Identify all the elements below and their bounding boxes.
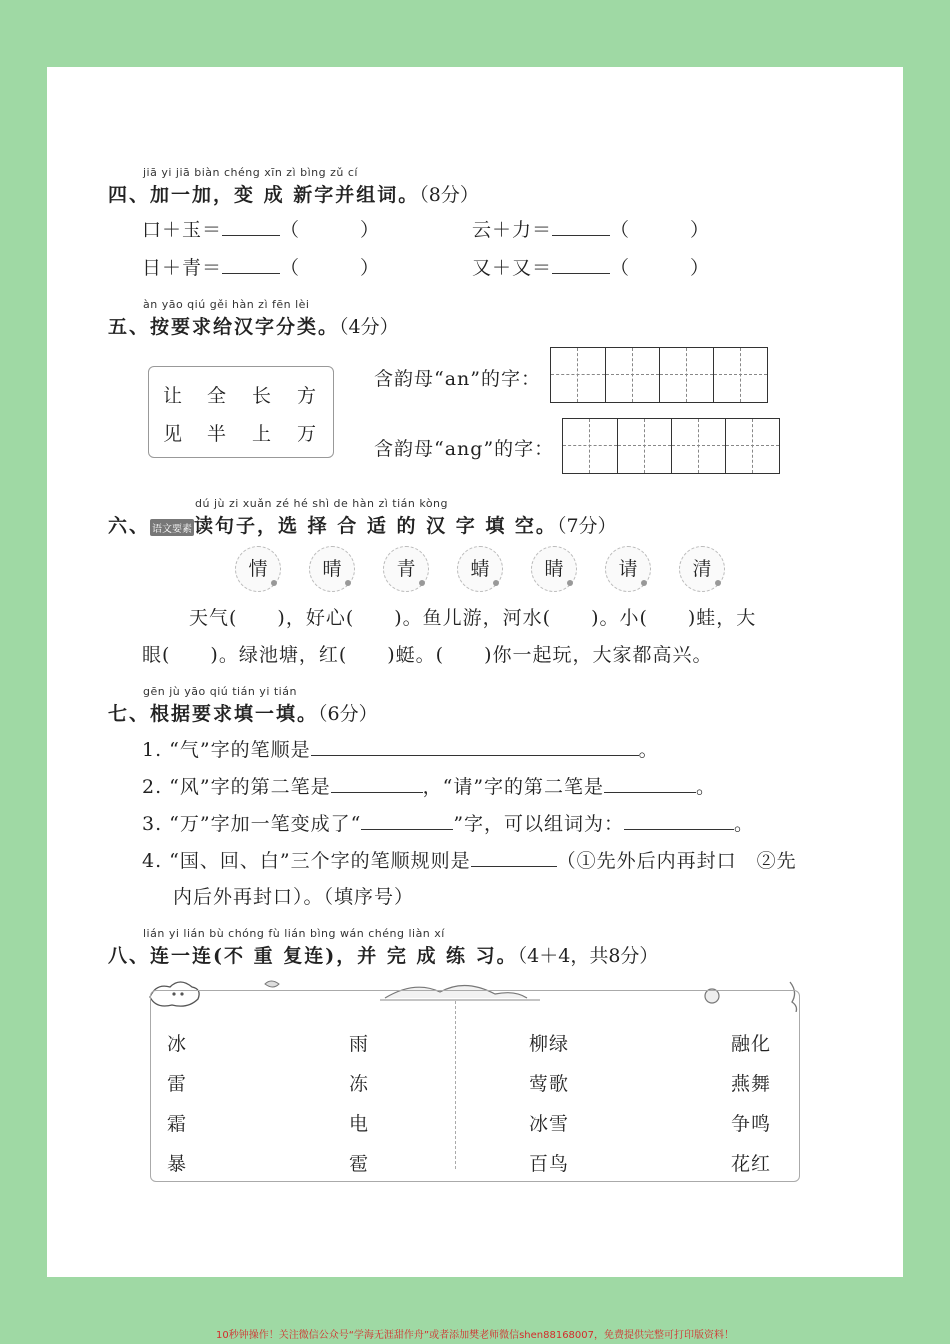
answer-blank[interactable] xyxy=(604,776,696,793)
leaf-icon xyxy=(265,981,279,987)
question-text: ”字，可以组词为： xyxy=(453,813,625,835)
answer-blank[interactable] xyxy=(552,257,610,274)
chinese-element-tag: 语文要素 xyxy=(150,519,194,536)
writing-grid-an[interactable] xyxy=(550,347,768,403)
answer-blank[interactable] xyxy=(361,813,453,830)
s8-title-text: 八、连一连(不 重 复连)，并 完 成 练 习。 xyxy=(108,945,518,967)
char: 全 xyxy=(207,385,227,407)
question-text: （①先外后内再封口 ②先 xyxy=(556,850,797,872)
option-char: 晴 xyxy=(322,558,342,580)
s7-question-4-cont: 内后外再封口）。（填序号） xyxy=(173,886,415,908)
question-text: ，“请”字的第二笔是 xyxy=(422,776,605,798)
s6-title-text: 读句子，选 择 合 适 的 汉 字 填 空。 xyxy=(194,515,557,537)
s8-title xyxy=(108,941,658,968)
s4-score: （8分） xyxy=(419,184,479,206)
s6-pinyin: dú jù zi xuǎn zé hé shì de hàn zì tián kòng xyxy=(195,497,449,510)
char: 方 xyxy=(297,385,317,407)
match-word[interactable]: 融化 xyxy=(731,1033,772,1055)
question-end: 。 xyxy=(696,776,717,798)
s6-title xyxy=(108,511,617,538)
s4-title xyxy=(108,180,479,207)
char: 让 xyxy=(163,385,183,407)
s6-score: （7分） xyxy=(556,515,617,537)
char: 万 xyxy=(297,423,317,445)
s4-row-2 xyxy=(472,215,710,242)
s5-title-text: 五、按要求给汉字分类。 xyxy=(108,316,340,338)
s5-title xyxy=(108,312,399,339)
match-word[interactable]: 冻 xyxy=(349,1073,370,1095)
s7-question-2 xyxy=(142,772,716,799)
question-text: 3. “万”字加一笔变成了“ xyxy=(142,813,362,835)
label-ang: 含韵母“ang”的字： xyxy=(374,438,555,460)
match-word[interactable]: 电 xyxy=(349,1113,370,1135)
s4-row-4 xyxy=(472,253,710,280)
matching-box xyxy=(150,990,800,1182)
option-circle xyxy=(457,546,503,592)
answer-blank[interactable] xyxy=(331,776,423,793)
option-circle xyxy=(235,546,281,592)
s8-score: （4＋4，共8分） xyxy=(517,945,659,967)
s6-sentence-1: 天气( )，好心( )。鱼儿游，河水( )。小( )蛙，大 xyxy=(189,607,757,629)
match-word[interactable]: 百鸟 xyxy=(529,1153,570,1175)
answer-paren[interactable]: （ ） xyxy=(610,219,711,241)
writing-grid-ang[interactable] xyxy=(562,418,780,474)
s7-pinyin: gēn jù yāo qiú tián yi tián xyxy=(143,685,297,698)
answer-blank[interactable] xyxy=(222,219,280,236)
question-end: 。 xyxy=(638,739,659,761)
s7-question-4 xyxy=(142,846,797,873)
s4-title-text: 四、加一加，变 成 新字并组词。 xyxy=(108,184,420,206)
answer-blank[interactable] xyxy=(311,739,639,756)
match-word[interactable]: 雷 xyxy=(167,1073,188,1095)
match-word[interactable]: 雨 xyxy=(349,1033,370,1055)
answer-blank[interactable] xyxy=(624,813,734,830)
dot-icon xyxy=(419,580,425,586)
match-word[interactable]: 争鸣 xyxy=(731,1113,772,1135)
option-char: 睛 xyxy=(544,558,564,580)
s4-row-1 xyxy=(142,215,380,242)
s6-prefix: 六、 xyxy=(108,515,151,537)
match-word[interactable]: 冰 xyxy=(167,1033,188,1055)
match-word[interactable]: 冰雪 xyxy=(529,1113,570,1135)
option-circle xyxy=(309,546,355,592)
s8-pinyin: lián yi lián bù chóng fù lián bìng wán chéng liàn xí xyxy=(143,927,445,940)
option-circle xyxy=(383,546,429,592)
s6-sentence-2: 眼( )。绿池塘，红( )蜓。( )你一起玩，大家都高兴。 xyxy=(142,644,713,666)
s4-expr: 日＋青＝ xyxy=(142,257,223,279)
match-word[interactable]: 霜 xyxy=(167,1113,188,1135)
match-word[interactable]: 莺歌 xyxy=(529,1073,570,1095)
divider xyxy=(455,1001,456,1169)
option-circle xyxy=(679,546,725,592)
match-word[interactable]: 燕舞 xyxy=(731,1073,772,1095)
dot-icon xyxy=(271,580,277,586)
answer-paren[interactable]: （ ） xyxy=(280,219,381,241)
question-text: 4. “国、回、白”三个字的笔顺规则是 xyxy=(142,850,471,872)
s7-score: （6分） xyxy=(318,703,378,725)
dot-icon xyxy=(567,580,573,586)
match-word[interactable]: 雹 xyxy=(349,1153,370,1175)
answer-paren[interactable]: （ ） xyxy=(280,257,381,279)
label-an: 含韵母“an”的字： xyxy=(374,368,541,390)
option-char: 情 xyxy=(248,558,268,580)
option-char: 青 xyxy=(396,558,416,580)
s7-question-3 xyxy=(142,809,754,836)
option-char: 请 xyxy=(618,558,638,580)
question-text: 2. “风”字的第二笔是 xyxy=(142,776,331,798)
answer-blank[interactable] xyxy=(471,850,557,867)
s7-question-1 xyxy=(142,735,659,762)
s4-expr: 又＋又＝ xyxy=(472,257,553,279)
s5-pinyin: àn yāo qiú gěi hàn zì fēn lèi xyxy=(143,298,310,311)
s4-expr: 云＋力＝ xyxy=(472,219,553,241)
question-end: 。 xyxy=(734,813,755,835)
option-circle xyxy=(605,546,651,592)
char: 半 xyxy=(207,423,227,445)
s4-expr: 口＋玉＝ xyxy=(142,219,223,241)
s7-title-text: 七、根据要求填一填。 xyxy=(108,703,319,725)
option-char: 蜻 xyxy=(470,558,490,580)
answer-blank[interactable] xyxy=(552,219,610,236)
footer-notice: 10秒钟操作！关注微信公众号“学海无涯甜作舟”或者添加樊老师微信shen88168007，免费提供完整可打印版资料！ xyxy=(215,1330,735,1341)
char: 见 xyxy=(163,423,183,445)
dot-icon xyxy=(493,580,499,586)
s4-pinyin: jiā yi jiā biàn chéng xīn zì bìng zǔ cí xyxy=(143,166,358,179)
dot-icon xyxy=(715,580,721,586)
dot-icon xyxy=(641,580,647,586)
answer-paren[interactable]: （ ） xyxy=(610,257,711,279)
option-circle xyxy=(531,546,577,592)
char: 长 xyxy=(252,385,272,407)
match-word[interactable]: 暴 xyxy=(167,1153,188,1175)
option-char: 清 xyxy=(692,558,712,580)
character-box xyxy=(148,366,334,458)
question-text: 1. “气”字的笔顺是 xyxy=(142,739,311,761)
dot-icon xyxy=(345,580,351,586)
s7-title xyxy=(108,699,378,726)
char: 上 xyxy=(252,423,272,445)
match-word[interactable]: 柳绿 xyxy=(529,1033,570,1055)
s5-score: （4分） xyxy=(339,316,399,338)
match-word[interactable]: 花红 xyxy=(731,1153,772,1175)
s4-row-3 xyxy=(142,253,380,280)
answer-blank[interactable] xyxy=(222,257,280,274)
